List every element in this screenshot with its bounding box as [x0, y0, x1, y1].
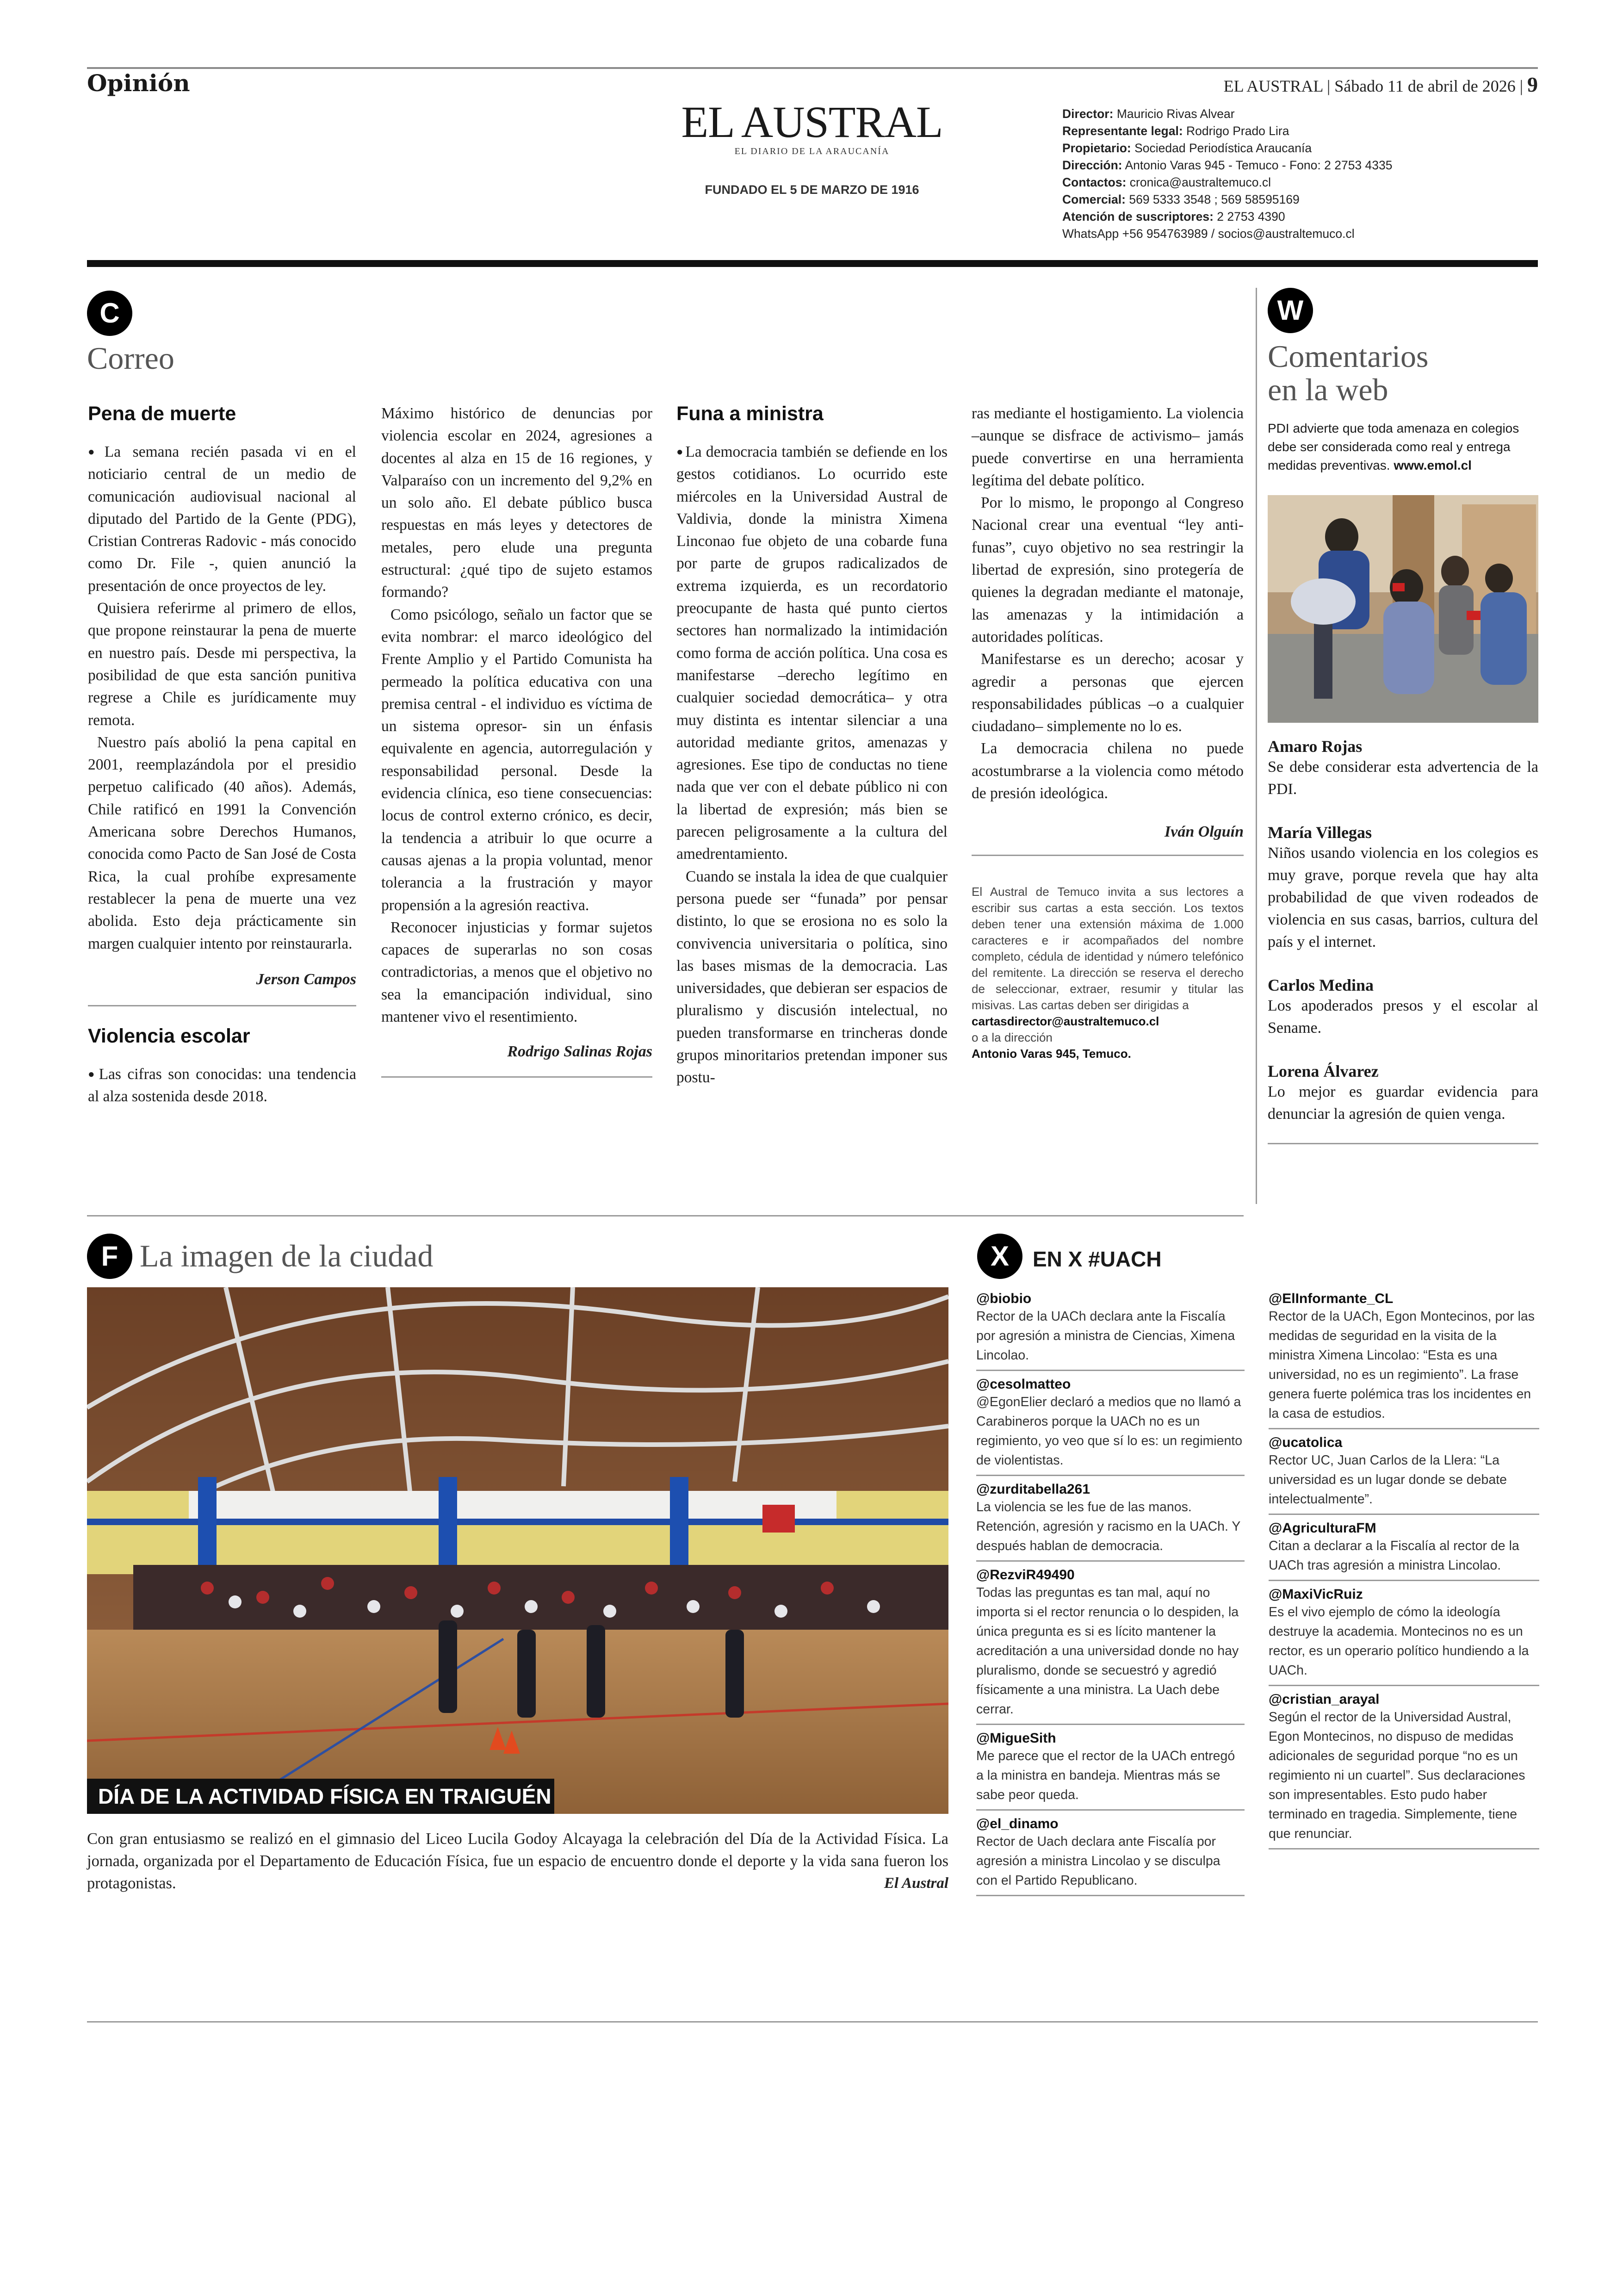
paragraph: ● La semana recién pasada vi en el noticiario central de un medio de comunicación audiovisual nacional al diputado del Partido de la Gente (PDG), Cristian Contreras Radovic - más conocido como Dr. File -, quien anunció la presentación de once proyectos de ley.	[88, 441, 356, 597]
x-post-text: Citan a declarar a la Fiscalía al rector de la UACh tras agresión a ministra Lincolao.	[1269, 1539, 1519, 1573]
x-post	[976, 1377, 1245, 1470]
paragraph: Quisiera referirme al primero de ellos, que propone reinstaurar la pena de muerte en nuestro país. Desde mi perspectiva, la posibilidad de que esta sanción punitiva regrese a Chile es jurídicamente muy remota.	[88, 600, 356, 729]
divider	[972, 855, 1244, 856]
x-post	[1269, 1520, 1539, 1575]
paragraph: ras mediante el hostigamiento. La violencia –aunque se disfrace de activismo– jamás puede convertirse en una herramienta legítima del debate político.	[972, 405, 1244, 489]
photo-credit: El Austral	[884, 1875, 948, 1892]
letter-column-4	[972, 403, 1244, 1062]
paragraph: Manifestarse es un derecho; acosar y agredir a personas que ejercen responsabilidades públicas –o a cualquier ciudadano– simplemente no lo es.	[972, 651, 1244, 735]
imagen-title: La imagen de la ciudad	[140, 1238, 434, 1273]
x-feed-left	[976, 1291, 1245, 1896]
paragraph: Como psicólogo, señalo un factor que se evita nombrar: el marco ideológico del Frente Amplio y el Partido Comunista ha permeado la política educativa con una premisa central - el individuo es víctima de un sistema opresor- sin un énfasis equivalente en agencia, autorregulación y responsabilidad personal. Desde la evidencia clínica, eso tiene consecuencias: locus de control externo crónico, es decir, la tendencia a atribuir lo que ocurre a causas ajenas a la propia voluntad, menor tolerancia a la frustración y mayor propensión a la agresión reactiva.	[381, 606, 652, 914]
credit-line: Director: Mauricio Rivas Alvear	[1062, 107, 1235, 121]
comment-item	[1268, 823, 1538, 953]
divider	[976, 1560, 1245, 1562]
letter-headline: Pena de muerte	[88, 403, 236, 425]
submission-address: Antonio Varas 945, Temuco.	[972, 1047, 1131, 1061]
divider	[976, 1809, 1245, 1811]
paper-name: EL AUSTRAL	[1223, 77, 1323, 95]
gym-photo	[87, 1287, 948, 1814]
letter-body	[972, 403, 1244, 805]
x-post-text: @EgonElier declaró a medios que no llamó a Carabineros porque la UACh no es un regimiento, yo veo que sí lo es: un regimiento de violentistas.	[976, 1395, 1243, 1468]
x-handle-link[interactable]: @AgriculturaFM	[1269, 1520, 1376, 1536]
letter-column-3	[676, 403, 948, 1089]
comment-item	[1268, 975, 1538, 1039]
letter-headline: Violencia escolar	[88, 1024, 250, 1047]
web-badge: W	[1268, 288, 1313, 333]
issue-date: Sábado 11 de abril de 2026	[1334, 77, 1516, 95]
lead-source-link[interactable]: www.emol.cl	[1394, 458, 1472, 472]
correo-title: Correo	[87, 341, 174, 376]
x-handle-link[interactable]: @cristian_arayal	[1269, 1692, 1380, 1707]
section-name: Opinión	[87, 69, 190, 97]
x-post-text: Me parece que el rector de la UACh entregó a la ministra en bandeja. Mientras más se sabe peor queda.	[976, 1749, 1235, 1802]
credit-line: Dirección: Antonio Varas 945 - Temuco - Fono: 2 2753 4335	[1062, 158, 1393, 172]
x-badge: X	[977, 1234, 1022, 1279]
bottom-rule	[87, 2021, 1538, 2023]
x-post	[1269, 1291, 1539, 1423]
x-handle-link[interactable]: @ucatolica	[1269, 1435, 1343, 1450]
x-feed-title: EN X #UACH	[1033, 1247, 1162, 1271]
x-post-text: Rector de Uach declara ante Fiscalía por agresión a ministra Lincolao y se disculpa con el Partido Republicano.	[976, 1834, 1220, 1888]
x-handle-link[interactable]: @RezviR49490	[976, 1567, 1075, 1582]
letter-signature: Jerson Campos	[256, 970, 356, 988]
x-post	[1269, 1435, 1539, 1509]
divider	[88, 1005, 356, 1006]
credit-line: Comercial: 569 5333 3548 ; 569 58595169	[1062, 192, 1300, 206]
divider	[1269, 1685, 1539, 1686]
x-handle-link[interactable]: @el_dinamo	[976, 1816, 1059, 1831]
x-post	[1269, 1587, 1539, 1680]
x-handle-link[interactable]: @zurditabella261	[976, 1482, 1090, 1497]
divider	[976, 1370, 1245, 1371]
comment-text: Niños usando violencia en los colegios es muy grave, porque revela que hay alta probabilidad de que viven rodeados de violencia en sus casas, barrios, cultura del país y el internet.	[1268, 844, 1538, 950]
divider	[1268, 1143, 1538, 1144]
divider	[976, 1895, 1245, 1896]
submission-note: El Austral de Temuco invita a sus lectores a escribir sus cartas a esta sección. Los textos deben tener una extensión máxima de 1.000 caracteres e ir acompañados del nombre completo, cédula de identidad y número telefónico del remitente. La dirección se reserva el derecho de seleccionar, extraer, resumir y titular las misivas. Las cartas deben ser dirigidas a cartasdirector@australtemuco.cl o a la dirección Antonio Varas 945, Temuco.	[972, 885, 1244, 1061]
letter-body	[88, 1063, 356, 1108]
x-post-text: La violencia se les fue de las manos. Retención, agresión y racismo en la UACh. Y después hablan de democracia.	[976, 1500, 1240, 1553]
paragraph: Cuando se instala la idea de que cualquier persona puede ser “funada” por pensar distinto, lo que se erosiona no es solo la convivencia universitaria o política, sino las bases mismas de la democracia. Las universidades, que debieran ser espacios de pluralismo y discusión intelectual, no pueden transformarse en trincheras donde grupos minoritarios pretendan imponer sus postu-	[676, 868, 948, 1086]
page-number: 9	[1527, 73, 1538, 96]
divider	[1269, 1848, 1539, 1849]
column-divider	[1256, 288, 1257, 1204]
x-post-text: Rector de la UACh, Egon Montecinos, por las medidas de seguridad en la visita de la ministra Ximena Lincolao: “Esta es una universidad, no es un regimiento”. La frase genera fuerte polémica tras los incidentes en la casa de estudios.	[1269, 1309, 1535, 1421]
credit-line: Atención de suscriptores: 2 2753 4390	[1062, 210, 1285, 223]
x-handle-link[interactable]: @biobio	[976, 1291, 1032, 1306]
x-handle-link[interactable]: @MigueSith	[976, 1731, 1056, 1746]
letter-column-1	[88, 403, 356, 1108]
divider	[976, 1475, 1245, 1476]
x-post	[976, 1816, 1245, 1890]
masthead-tagline: EL DIARIO DE LA ARAUCANÍA	[734, 146, 890, 156]
letter-body	[381, 403, 652, 1028]
students-photo-image	[1268, 495, 1538, 723]
letter-signature: Iván Olguín	[1165, 823, 1244, 841]
dateline: EL AUSTRAL | Sábado 11 de abril de 2026 | 9	[1223, 73, 1538, 96]
header-rule	[87, 260, 1538, 267]
founded-line: FUNDADO EL 5 DE MARZO DE 1916	[705, 183, 919, 197]
x-post-text: Según el rector de la Universidad Austral, Egon Montecinos, no dispuso de medidas adicionales de seguridad porque “no es un regimiento ni un cuartel”. Sus declaraciones son impresentables. Esto pudo haber terminado en tragedia. Simplemente, tiene que renunciar.	[1269, 1710, 1525, 1841]
comment-author: Carlos Medina	[1268, 976, 1374, 994]
x-post-text: Es el vivo ejemplo de cómo la ideología destruye la academia. Montecinos no es un rector, es un operario político hundiendo a la UACh.	[1269, 1605, 1529, 1678]
web-news-photo	[1268, 495, 1538, 723]
credit-line: Propietario: Sociedad Periodística Araucanía	[1062, 141, 1312, 155]
credit-line: WhatsApp +56 954763989 / socios@australtemuco.cl	[1062, 227, 1355, 241]
submission-email[interactable]: cartasdirector@australtemuco.cl	[972, 1014, 1159, 1029]
credit-line: Contactos: cronica@australtemuco.cl	[1062, 175, 1271, 189]
comment-author: Amaro Rojas	[1268, 737, 1363, 756]
divider	[1269, 1580, 1539, 1581]
x-post	[976, 1482, 1245, 1556]
x-handle-link[interactable]: @ElInformante_CL	[1269, 1291, 1394, 1306]
comment-author: María Villegas	[1268, 823, 1372, 842]
comment-text: Los apoderados presos y el escolar al Sename.	[1268, 997, 1538, 1036]
paragraph: La democracia chilena no puede acostumbrarse a la violencia como método de presión ideológica.	[972, 740, 1244, 802]
x-post-text: Todas las preguntas es tan mal, aquí no importa si el rector renuncia o lo despiden, la única pregunta es si es lícito mantener la acreditación a una universidad donde no hay pluralismo, donde se secuestró y agredió físicamente a una ministra. La Uach debe cerrar.	[976, 1585, 1239, 1717]
divider	[976, 1724, 1245, 1725]
photo-label: DÍA DE LA ACTIVIDAD FÍSICA EN TRAIGUÉN	[87, 1779, 554, 1814]
web-title: Comentarios en la web	[1268, 339, 1429, 407]
x-handle-link[interactable]: @cesolmatteo	[976, 1377, 1071, 1392]
comment-author: Lorena Álvarez	[1268, 1062, 1379, 1080]
photo-caption: Con gran entusiasmo se realizó en el gimnasio del Liceo Lucila Godoy Alcayaga la celebración del Día de la Actividad Física. La jornada, organizada por el Departamento de Educación Física, fue un espacio de encuentro donde el deporte y la vida sana fueron los protagonistas. El Austral	[87, 1828, 948, 1894]
x-feed-right	[1269, 1291, 1539, 1849]
paragraph: Nuestro país abolió la pena capital en 2001, reemplazándola por el presidio perpetuo calificado (40 años). Además, Chile ratificó en 1991 la Convención Americana sobre Derechos Humanos, conocida como Pacto de San José de Costa Rica, la cual prohíbe expresamente restablecer la pena de muerte una vez abolida. Esto deja prácticamente sin margen cualquier intento por reinstaurarla.	[88, 733, 356, 952]
web-comments	[1268, 737, 1538, 1144]
x-post-text: Rector UC, Juan Carlos de la Llera: “La universidad es un lugar donde se debate intelectualmente”.	[1269, 1453, 1507, 1507]
letter-headline: Funa a ministra	[676, 403, 824, 425]
staff-credits	[1062, 105, 1534, 242]
paragraph: Máximo histórico de denuncias por violencia escolar en 2024, agresiones a docentes al alza en 15 de 16 regiones, y Valparaíso con un incremento del 9,2% en un solo año. El debate público busca respuestas en más leyes y detectores de metales, pero elude una pregunta estructural: ¿qué tipo de sujeto estamos formando?	[381, 405, 652, 601]
paragraph: ● Las cifras son conocidas: una tendencia al alza sostenida desde 2018.	[88, 1063, 356, 1108]
x-post	[976, 1567, 1245, 1719]
paragraph: ● La democracia también se defiende en los gestos cotidianos. Lo ocurrido este miércoles en la Universidad Austral de Valdivia, donde la ministra Ximena Linconao fue objeto de una cobarde funa por parte de grupos radicalizados de extrema izquierda, es un recordatorio preocupante de hasta qué punto ciertos sectores han normalizado la intimidación como forma de acción política. Una cosa es manifestarse –derecho legítimo en cualquier sociedad democrática– y otra muy distinta es intentar silenciar a una autoridad mediante gritos, amenazas y agresiones. Ese tipo de conductas no tiene nada que ver con el debate público ni con la libertad de expresión; más bien se parecen peligrosamente a la cultura del amedrentamiento.	[676, 441, 948, 866]
divider	[1269, 1428, 1539, 1429]
section-divider	[87, 1215, 1244, 1216]
letter-body	[676, 441, 948, 1089]
letter-body	[88, 441, 356, 955]
masthead	[648, 97, 976, 197]
imagen-badge: F	[87, 1234, 132, 1279]
x-post	[976, 1731, 1245, 1805]
top-rule	[87, 67, 1538, 69]
letter-signature: Rodrigo Salinas Rojas	[507, 1043, 652, 1061]
divider	[381, 1076, 652, 1078]
comment-text: Se debe considerar esta advertencia de la PDI.	[1268, 758, 1538, 798]
letter-column-2	[381, 403, 652, 1078]
credit-line: Representante legal: Rodrigo Prado Lira	[1062, 124, 1289, 138]
paragraph: Por lo mismo, le propongo al Congreso Nacional crear una eventual “ley anti-funas”, cuyo objetivo no sea restringir la libertad de expresión, sino protegería de quienes la degradan mediante el matonaje, las amenazas y la intimidación a autoridades políticas.	[972, 494, 1244, 645]
x-post-text: Rector de la UACh declara ante la Fiscalía por agresión a ministra de Ciencias, Ximena Lincolao.	[976, 1309, 1235, 1363]
comment-item	[1268, 737, 1538, 800]
x-post	[976, 1291, 1245, 1365]
web-lead: PDI advierte que toda amenaza en colegios debe ser considerada como real y entrega medidas preventivas. www.emol.cl	[1268, 421, 1519, 472]
gymnasium-image	[87, 1287, 948, 1814]
x-handle-link[interactable]: @MaxiVicRuiz	[1269, 1587, 1363, 1602]
divider	[1269, 1514, 1539, 1515]
correo-badge: C	[87, 291, 132, 336]
paragraph: Reconocer injusticias y formar sujetos capaces de superarlas no son cosas contradictorias, a menos que el objetivo no sea la emancipación individual, sino mantener vivo el resentimiento.	[381, 918, 652, 1026]
masthead-logo: EL AUSTRAL	[681, 97, 943, 147]
comment-text: Lo mejor es guardar evidencia para denunciar la agresión de quien venga.	[1268, 1083, 1538, 1123]
x-post	[1269, 1692, 1539, 1843]
comment-item	[1268, 1061, 1538, 1125]
